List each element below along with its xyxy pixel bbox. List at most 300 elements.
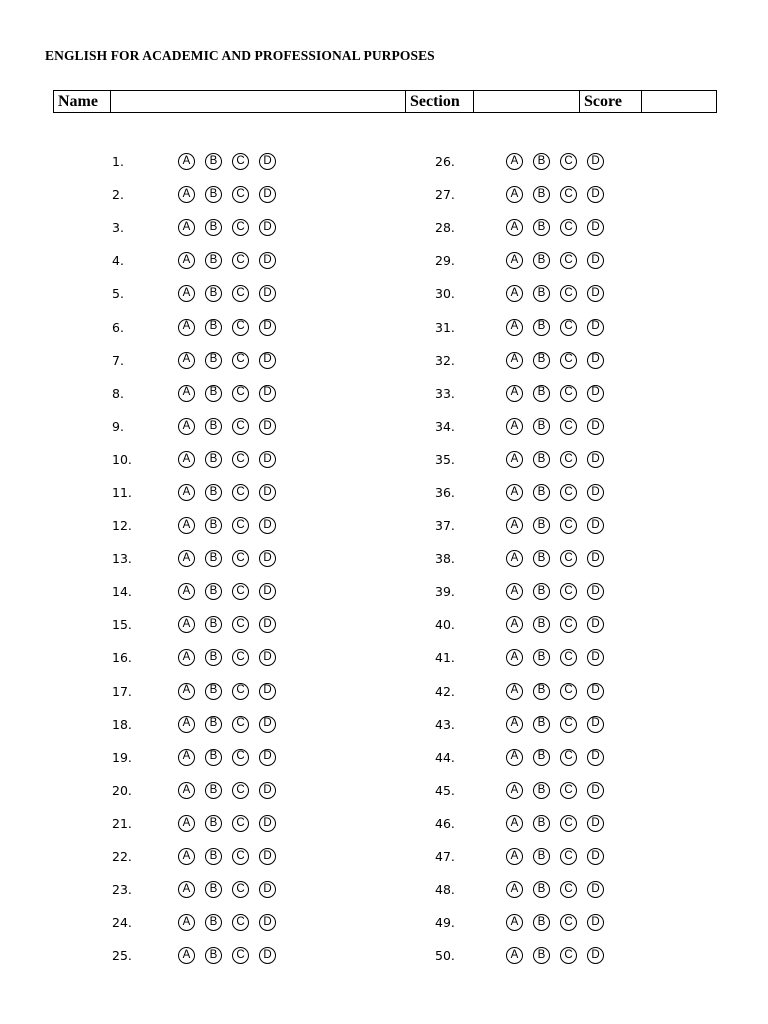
answer-options <box>178 649 286 666</box>
answer-bubble-d[interactable]: D <box>259 418 276 435</box>
answer-bubble-d[interactable]: D <box>259 319 276 336</box>
answer-bubble-c[interactable]: C <box>232 914 249 931</box>
answer-bubble-c[interactable]: C <box>560 782 577 799</box>
answer-bubble-c[interactable]: C <box>560 583 577 600</box>
answer-bubble-c[interactable]: C <box>560 616 577 633</box>
question-number: 37. <box>435 518 455 534</box>
answer-bubble-c[interactable]: C <box>232 153 249 170</box>
answer-bubble-a[interactable]: A <box>506 219 523 236</box>
answer-row <box>112 641 286 674</box>
question-number: 17. <box>112 683 132 699</box>
answer-bubble-b[interactable]: B <box>533 484 550 501</box>
answer-options <box>506 285 614 302</box>
question-number: 45. <box>435 782 455 798</box>
answer-bubble-c[interactable]: C <box>232 848 249 865</box>
answer-bubble-b[interactable]: B <box>205 749 222 766</box>
answer-bubble-c[interactable]: C <box>560 848 577 865</box>
answer-row <box>112 145 286 178</box>
answer-row <box>112 575 286 608</box>
answer-row <box>112 741 286 774</box>
question-number: 7. <box>112 352 124 368</box>
answer-bubble-c[interactable]: C <box>232 782 249 799</box>
answer-bubble-b[interactable]: B <box>533 716 550 733</box>
answer-bubble-c[interactable]: C <box>560 649 577 666</box>
answer-bubble-a[interactable]: A <box>178 186 195 203</box>
answer-bubble-b[interactable]: B <box>533 782 550 799</box>
answer-bubble-d[interactable]: D <box>587 782 604 799</box>
answer-bubble-a[interactable]: A <box>506 418 523 435</box>
answer-bubble-c[interactable]: C <box>232 385 249 402</box>
answer-bubble-b[interactable]: B <box>205 716 222 733</box>
answer-options <box>178 517 286 534</box>
answer-row <box>112 675 286 708</box>
answer-bubble-d[interactable]: D <box>259 484 276 501</box>
answer-bubble-d[interactable]: D <box>259 683 276 700</box>
answer-bubble-d[interactable]: D <box>587 484 604 501</box>
answer-options <box>178 153 286 170</box>
answer-options <box>178 385 286 402</box>
answer-bubble-d[interactable]: D <box>259 716 276 733</box>
answer-bubble-a[interactable]: A <box>178 550 195 567</box>
question-number: 13. <box>112 551 132 567</box>
answer-bubble-b[interactable]: B <box>205 153 222 170</box>
answer-bubble-b[interactable]: B <box>533 385 550 402</box>
answer-bubble-c[interactable]: C <box>560 186 577 203</box>
answer-bubble-d[interactable]: D <box>259 186 276 203</box>
answer-bubble-d[interactable]: D <box>587 815 604 832</box>
answer-row <box>112 178 286 211</box>
answer-row <box>435 443 614 476</box>
student-info-table <box>53 90 717 113</box>
answer-bubble-c[interactable]: C <box>560 319 577 336</box>
answer-row <box>435 906 614 939</box>
answer-bubble-b[interactable]: B <box>205 451 222 468</box>
answer-bubble-c[interactable]: C <box>560 749 577 766</box>
answer-bubble-c[interactable]: C <box>232 815 249 832</box>
answer-bubble-d[interactable]: D <box>259 947 276 964</box>
answer-bubble-c[interactable]: C <box>560 914 577 931</box>
answer-bubble-c[interactable]: C <box>560 881 577 898</box>
answer-bubble-d[interactable]: D <box>259 550 276 567</box>
score-field[interactable] <box>642 91 717 113</box>
answer-options <box>178 319 286 336</box>
answer-options <box>178 550 286 567</box>
question-number: 41. <box>435 650 455 666</box>
answer-bubble-d[interactable]: D <box>587 219 604 236</box>
answer-bubble-d[interactable]: D <box>259 153 276 170</box>
answer-bubble-b[interactable]: B <box>205 352 222 369</box>
answer-bubble-c[interactable]: C <box>560 252 577 269</box>
answer-row <box>435 377 614 410</box>
answer-bubble-c[interactable]: C <box>560 352 577 369</box>
answer-bubble-a[interactable]: A <box>178 451 195 468</box>
score-label: Score <box>580 91 642 113</box>
answer-bubble-a[interactable]: A <box>178 418 195 435</box>
answer-bubble-d[interactable]: D <box>587 914 604 931</box>
answer-bubble-c[interactable]: C <box>560 451 577 468</box>
answer-bubble-d[interactable]: D <box>259 219 276 236</box>
answer-bubble-a[interactable]: A <box>178 815 195 832</box>
answer-bubble-c[interactable]: C <box>560 484 577 501</box>
answer-row <box>435 939 614 972</box>
question-number: 29. <box>435 253 455 269</box>
answer-bubble-a[interactable]: A <box>178 881 195 898</box>
answer-bubble-d[interactable]: D <box>587 583 604 600</box>
answer-bubble-c[interactable]: C <box>232 616 249 633</box>
answer-options <box>506 517 614 534</box>
answer-bubble-a[interactable]: A <box>178 749 195 766</box>
answer-row <box>435 608 614 641</box>
answer-options <box>178 484 286 501</box>
answer-bubble-b[interactable]: B <box>205 186 222 203</box>
question-number: 10. <box>112 451 132 467</box>
answer-bubble-c[interactable]: C <box>560 550 577 567</box>
answer-bubble-d[interactable]: D <box>587 451 604 468</box>
answer-bubble-a[interactable]: A <box>178 914 195 931</box>
answer-bubble-c[interactable]: C <box>232 947 249 964</box>
answer-bubble-c[interactable]: C <box>232 683 249 700</box>
question-number: 32. <box>435 352 455 368</box>
answer-bubble-a[interactable]: A <box>506 285 523 302</box>
answer-bubble-d[interactable]: D <box>587 848 604 865</box>
answer-bubble-b[interactable]: B <box>205 418 222 435</box>
answer-bubble-a[interactable]: A <box>506 782 523 799</box>
answer-bubble-a[interactable]: A <box>178 517 195 534</box>
answer-bubble-c[interactable]: C <box>232 418 249 435</box>
answer-bubble-b[interactable]: B <box>205 782 222 799</box>
question-number: 5. <box>112 286 124 302</box>
answer-bubble-b[interactable]: B <box>533 285 550 302</box>
answer-bubble-b[interactable]: B <box>533 252 550 269</box>
answer-bubble-b[interactable]: B <box>533 683 550 700</box>
answer-bubble-b[interactable]: B <box>533 517 550 534</box>
question-number: 2. <box>112 187 124 203</box>
answer-bubble-b[interactable]: B <box>533 418 550 435</box>
answer-bubble-b[interactable]: B <box>533 947 550 964</box>
answer-bubble-d[interactable]: D <box>587 947 604 964</box>
answer-bubble-b[interactable]: B <box>533 186 550 203</box>
answer-bubble-a[interactable]: A <box>506 385 523 402</box>
answer-bubble-a[interactable]: A <box>506 451 523 468</box>
answer-bubble-a[interactable]: A <box>506 252 523 269</box>
answer-bubble-a[interactable]: A <box>178 219 195 236</box>
question-number: 48. <box>435 882 455 898</box>
question-number: 1. <box>112 154 124 170</box>
answer-bubble-b[interactable]: B <box>533 848 550 865</box>
answer-row <box>112 443 286 476</box>
answer-bubble-c[interactable]: C <box>560 285 577 302</box>
answer-bubble-d[interactable]: D <box>587 153 604 170</box>
answer-bubble-a[interactable]: A <box>178 285 195 302</box>
answer-bubble-c[interactable]: C <box>232 451 249 468</box>
answer-options <box>506 252 614 269</box>
answer-bubble-d[interactable]: D <box>587 649 604 666</box>
question-number: 34. <box>435 418 455 434</box>
section-label: Section <box>406 91 474 113</box>
answer-bubble-d[interactable]: D <box>587 418 604 435</box>
answer-bubble-d[interactable]: D <box>587 352 604 369</box>
name-field[interactable] <box>111 91 406 113</box>
answer-bubble-b[interactable]: B <box>205 517 222 534</box>
answer-bubble-a[interactable]: A <box>506 947 523 964</box>
answer-bubble-d[interactable]: D <box>587 550 604 567</box>
answer-bubble-d[interactable]: D <box>259 583 276 600</box>
answer-bubble-b[interactable]: B <box>533 649 550 666</box>
answer-bubble-d[interactable]: D <box>259 517 276 534</box>
answer-bubble-d[interactable]: D <box>587 319 604 336</box>
answer-bubble-d[interactable]: D <box>587 385 604 402</box>
answer-row <box>112 344 286 377</box>
answer-bubble-b[interactable]: B <box>205 914 222 931</box>
answer-bubble-b[interactable]: B <box>205 252 222 269</box>
answer-bubble-b[interactable]: B <box>533 451 550 468</box>
answer-bubble-c[interactable]: C <box>232 252 249 269</box>
answer-bubble-d[interactable]: D <box>259 385 276 402</box>
answer-options <box>506 947 614 964</box>
answer-row <box>435 178 614 211</box>
answer-row <box>435 575 614 608</box>
answer-bubble-a[interactable]: A <box>506 550 523 567</box>
answer-options <box>506 484 614 501</box>
answer-bubble-d[interactable]: D <box>587 749 604 766</box>
answer-bubble-c[interactable]: C <box>560 815 577 832</box>
answer-bubble-c[interactable]: C <box>232 219 249 236</box>
answer-bubble-b[interactable]: B <box>533 815 550 832</box>
answer-row <box>112 377 286 410</box>
answer-bubble-a[interactable]: A <box>506 517 523 534</box>
answer-options <box>506 914 614 931</box>
answer-bubble-d[interactable]: D <box>587 683 604 700</box>
question-number: 46. <box>435 815 455 831</box>
question-number: 3. <box>112 220 124 236</box>
answer-row <box>112 244 286 277</box>
answer-row <box>112 476 286 509</box>
answer-row <box>112 906 286 939</box>
answer-bubble-c[interactable]: C <box>232 716 249 733</box>
answer-bubble-b[interactable]: B <box>533 749 550 766</box>
answer-options <box>506 219 614 236</box>
answer-row <box>435 211 614 244</box>
answer-row <box>435 344 614 377</box>
answer-bubble-d[interactable]: D <box>259 815 276 832</box>
answer-row <box>435 244 614 277</box>
answer-bubble-a[interactable]: A <box>178 385 195 402</box>
question-number: 26. <box>435 154 455 170</box>
answer-bubble-a[interactable]: A <box>506 153 523 170</box>
answer-options <box>506 186 614 203</box>
answer-bubble-d[interactable]: D <box>587 881 604 898</box>
answer-bubble-a[interactable]: A <box>178 319 195 336</box>
answer-bubble-b[interactable]: B <box>533 352 550 369</box>
answer-bubble-a[interactable]: A <box>506 649 523 666</box>
answer-bubble-d[interactable]: D <box>587 616 604 633</box>
question-number: 12. <box>112 518 132 534</box>
answer-bubble-b[interactable]: B <box>205 319 222 336</box>
answer-bubble-d[interactable]: D <box>587 285 604 302</box>
answer-options <box>506 418 614 435</box>
question-number: 15. <box>112 617 132 633</box>
answer-bubble-d[interactable]: D <box>587 252 604 269</box>
answer-bubble-a[interactable]: A <box>178 848 195 865</box>
answer-bubble-d[interactable]: D <box>259 649 276 666</box>
answer-bubble-a[interactable]: A <box>178 484 195 501</box>
answer-bubble-b[interactable]: B <box>533 914 550 931</box>
answer-options <box>178 881 286 898</box>
answer-bubble-c[interactable]: C <box>560 219 577 236</box>
answer-bubble-b[interactable]: B <box>205 219 222 236</box>
answer-options <box>506 616 614 633</box>
answer-bubble-c[interactable]: C <box>232 517 249 534</box>
question-number: 36. <box>435 484 455 500</box>
answer-bubble-a[interactable]: A <box>506 914 523 931</box>
answer-bubble-d[interactable]: D <box>259 881 276 898</box>
answer-bubble-a[interactable]: A <box>506 683 523 700</box>
answer-bubble-c[interactable]: C <box>560 683 577 700</box>
question-number: 20. <box>112 782 132 798</box>
answer-row <box>435 641 614 674</box>
answer-bubble-b[interactable]: B <box>205 484 222 501</box>
answer-bubble-c[interactable]: C <box>560 418 577 435</box>
answer-bubble-a[interactable]: A <box>506 352 523 369</box>
answer-bubble-d[interactable]: D <box>259 252 276 269</box>
answer-bubble-b[interactable]: B <box>533 616 550 633</box>
answer-bubble-a[interactable]: A <box>506 881 523 898</box>
answer-options <box>178 947 286 964</box>
answer-bubble-b[interactable]: B <box>533 550 550 567</box>
answer-bubble-d[interactable]: D <box>259 749 276 766</box>
answer-row <box>112 840 286 873</box>
answer-options <box>178 186 286 203</box>
answer-bubble-b[interactable]: B <box>205 616 222 633</box>
answer-bubble-c[interactable]: C <box>232 186 249 203</box>
answer-bubble-d[interactable]: D <box>259 914 276 931</box>
answer-row <box>112 807 286 840</box>
answer-bubble-a[interactable]: A <box>506 484 523 501</box>
question-number: 44. <box>435 749 455 765</box>
answer-bubble-b[interactable]: B <box>205 683 222 700</box>
answer-options <box>178 451 286 468</box>
answer-row <box>112 277 286 310</box>
answer-bubble-a[interactable]: A <box>178 947 195 964</box>
answer-bubble-c[interactable]: C <box>232 550 249 567</box>
answer-bubble-a[interactable]: A <box>178 352 195 369</box>
answer-bubble-b[interactable]: B <box>205 881 222 898</box>
answer-bubble-b[interactable]: B <box>205 649 222 666</box>
answer-bubble-d[interactable]: D <box>259 616 276 633</box>
answer-bubble-d[interactable]: D <box>259 451 276 468</box>
answer-bubble-a[interactable]: A <box>506 815 523 832</box>
answer-bubble-b[interactable]: B <box>205 947 222 964</box>
answer-bubble-d[interactable]: D <box>587 517 604 534</box>
answer-options <box>178 749 286 766</box>
answer-bubble-c[interactable]: C <box>232 649 249 666</box>
answer-bubble-b[interactable]: B <box>205 583 222 600</box>
answer-options <box>506 649 614 666</box>
answer-bubble-a[interactable]: A <box>506 716 523 733</box>
answer-bubble-a[interactable]: A <box>506 186 523 203</box>
question-number: 42. <box>435 683 455 699</box>
answer-bubble-b[interactable]: B <box>533 219 550 236</box>
answer-options <box>506 683 614 700</box>
answer-options <box>178 219 286 236</box>
answer-bubble-c[interactable]: C <box>232 881 249 898</box>
answer-bubble-b[interactable]: B <box>533 881 550 898</box>
answer-bubble-b[interactable]: B <box>205 285 222 302</box>
answer-bubble-b[interactable]: B <box>533 153 550 170</box>
answer-bubble-c[interactable]: C <box>232 352 249 369</box>
question-number: 40. <box>435 617 455 633</box>
answer-options <box>506 319 614 336</box>
answer-bubble-a[interactable]: A <box>178 683 195 700</box>
answer-bubble-d[interactable]: D <box>587 716 604 733</box>
answer-row <box>112 608 286 641</box>
answer-row <box>435 542 614 575</box>
question-number: 4. <box>112 253 124 269</box>
answer-bubble-c[interactable]: C <box>232 484 249 501</box>
answer-bubble-a[interactable]: A <box>178 782 195 799</box>
answer-bubble-c[interactable]: C <box>560 716 577 733</box>
answer-options <box>178 252 286 269</box>
answer-bubble-c[interactable]: C <box>560 385 577 402</box>
answer-bubble-c[interactable]: C <box>560 153 577 170</box>
answer-bubble-a[interactable]: A <box>178 649 195 666</box>
answer-bubble-c[interactable]: C <box>560 517 577 534</box>
answer-bubble-b[interactable]: B <box>205 848 222 865</box>
answer-bubble-a[interactable]: A <box>506 319 523 336</box>
answer-bubble-d[interactable]: D <box>587 186 604 203</box>
answer-row <box>112 310 286 343</box>
answer-bubble-a[interactable]: A <box>506 583 523 600</box>
answer-bubble-c[interactable]: C <box>232 749 249 766</box>
answer-bubble-b[interactable]: B <box>205 385 222 402</box>
answer-bubble-a[interactable]: A <box>178 153 195 170</box>
answer-bubble-b[interactable]: B <box>533 319 550 336</box>
name-label: Name <box>54 91 111 113</box>
answer-bubble-c[interactable]: C <box>232 583 249 600</box>
answer-bubble-d[interactable]: D <box>259 352 276 369</box>
answer-bubble-a[interactable]: A <box>178 716 195 733</box>
answer-bubble-a[interactable]: A <box>506 848 523 865</box>
section-field[interactable] <box>474 91 580 113</box>
answer-bubble-d[interactable]: D <box>259 848 276 865</box>
answer-bubble-a[interactable]: A <box>178 583 195 600</box>
answer-bubble-a[interactable]: A <box>506 616 523 633</box>
answer-bubble-c[interactable]: C <box>232 285 249 302</box>
answer-bubble-a[interactable]: A <box>178 616 195 633</box>
answer-row <box>435 873 614 906</box>
answer-options <box>178 782 286 799</box>
answer-bubble-b[interactable]: B <box>205 815 222 832</box>
answer-row <box>435 476 614 509</box>
answer-bubble-b[interactable]: B <box>533 583 550 600</box>
answer-bubble-c[interactable]: C <box>560 947 577 964</box>
answer-bubble-d[interactable]: D <box>259 782 276 799</box>
answer-bubble-d[interactable]: D <box>259 285 276 302</box>
answer-bubble-b[interactable]: B <box>205 550 222 567</box>
answer-options <box>178 716 286 733</box>
question-number: 19. <box>112 749 132 765</box>
answer-row <box>435 708 614 741</box>
answer-bubble-a[interactable]: A <box>178 252 195 269</box>
answer-options <box>506 385 614 402</box>
question-number: 18. <box>112 716 132 732</box>
answer-bubble-a[interactable]: A <box>506 749 523 766</box>
answer-column-right <box>435 145 614 972</box>
question-number: 43. <box>435 716 455 732</box>
answer-bubble-c[interactable]: C <box>232 319 249 336</box>
answer-row <box>435 277 614 310</box>
answer-row <box>435 840 614 873</box>
